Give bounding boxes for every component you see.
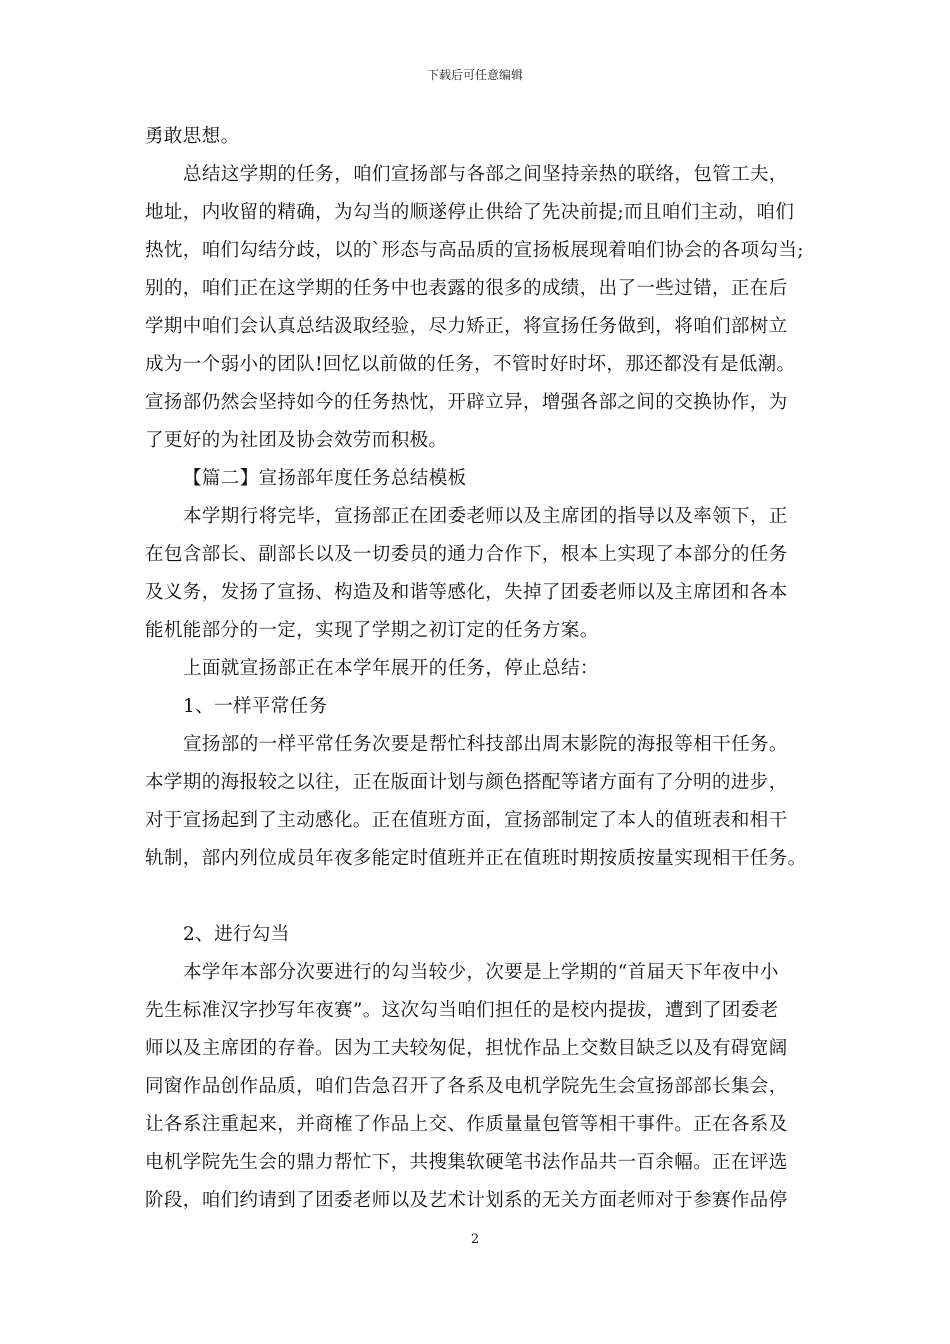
text-line: 先生标准汉字抄写年夜赛”。这次勾当咱们担任的是校内提拔，遭到了团委老 [145, 1000, 779, 1021]
text-line: 师以及主席团的存眷。因为工夫较匆促，担忧作品上交数目缺乏以及有碍宽阔 [145, 1038, 788, 1059]
blank-line [145, 878, 810, 916]
text-line: 别的，咱们正在这学期的任务中也表露的很多的成绩，出了一些过错，正在后 [145, 278, 788, 299]
text-line: 了更好的为社团及协会效劳而积极。 [145, 430, 448, 451]
text-line: 能机能部分的一定，实现了学期之初订定的任务方案。 [145, 620, 599, 641]
text-line: 总结这学期的任务，咱们宣扬部与各部之间坚持亲热的联络，包管工夫， [183, 164, 788, 185]
text-line: 电机学院先生会的鼎力帮忙下，共搜集软硬笔书法作品共一百余幅。正在评选 [145, 1152, 788, 1173]
text-line: 上面就宣扬部正在本学年展开的任务，停止总结： [183, 658, 599, 679]
text-line: 成为一个弱小的团队!回忆以前做的任务，不管时好时坏，那还都没有是低潮。 [145, 354, 796, 375]
text-line: 宣扬部仍然会坚持如今的任务热忱，开辟立异，增强各部之间的交换协作，为 [145, 392, 788, 413]
text-line: 热忱，咱们勾结分歧，以的`形态与高品质的宣扬板展现着咱们协会的各项勾当; [145, 240, 804, 261]
page-header: 下载后可任意编辑 [426, 68, 523, 82]
text-line: 让各系注重起来，并商榷了作品上交、作质量量包管等相干事件。正在各系及 [145, 1114, 788, 1135]
text-line: 学期中咱们会认真总结汲取经验，尽力矫正，将宣扬任务做到，将咱们部树立 [145, 316, 788, 337]
subsection-heading: 2、进行勾当 [183, 924, 290, 945]
section-heading: 【篇二】宣扬部年度任务总结模板 [183, 468, 467, 489]
text-line: 阶段，咱们约请到了团委老师以及艺术计划系的无关方面老师对于参赛作品停 [145, 1190, 788, 1211]
subsection-heading: 1、一样平常任务 [183, 696, 328, 717]
text-line: 对于宣扬起到了主动感化。正在值班方面，宣扬部制定了本人的值班表和相干 [145, 810, 788, 831]
text-line: 本学期行将完毕，宣扬部正在团委老师以及主席团的指导以及率领下，正 [183, 506, 788, 527]
page-number: 2 [470, 1232, 480, 1247]
text-line: 轨制，部内列位成员年夜多能定时值班并正在值班时期按质按量实现相干任务。 [145, 848, 807, 869]
text-line: 在包含部长、副部长以及一切委员的通力合作下，根本上实现了本部分的任务 [145, 544, 788, 565]
document-body [145, 118, 810, 1220]
text-line: 本学期的海报较之以往，正在版面计划与颜色搭配等诸方面有了分明的进步， [145, 772, 788, 793]
text-line: 同窗作品创作品质，咱们告急召开了各系及电机学院先生会宣扬部部长集会， [145, 1076, 788, 1097]
text-line: 勇敢思想。 [145, 126, 240, 147]
text-line: 地址，内收留的精确，为勾当的顺遂停止供给了先决前提;而且咱们主动，咱们 [145, 202, 795, 223]
text-line: 宣扬部的一样平常任务次要是帮忙科技部出周末影院的海报等相干任务。 [183, 734, 788, 755]
text-line: 及义务，发扬了宣扬、构造及和谐等感化，失掉了团委老师以及主席团和各本 [145, 582, 788, 603]
text-line: 本学年本部分次要进行的勾当较少，次要是上学期的“首届天下年夜中小 [183, 962, 779, 983]
